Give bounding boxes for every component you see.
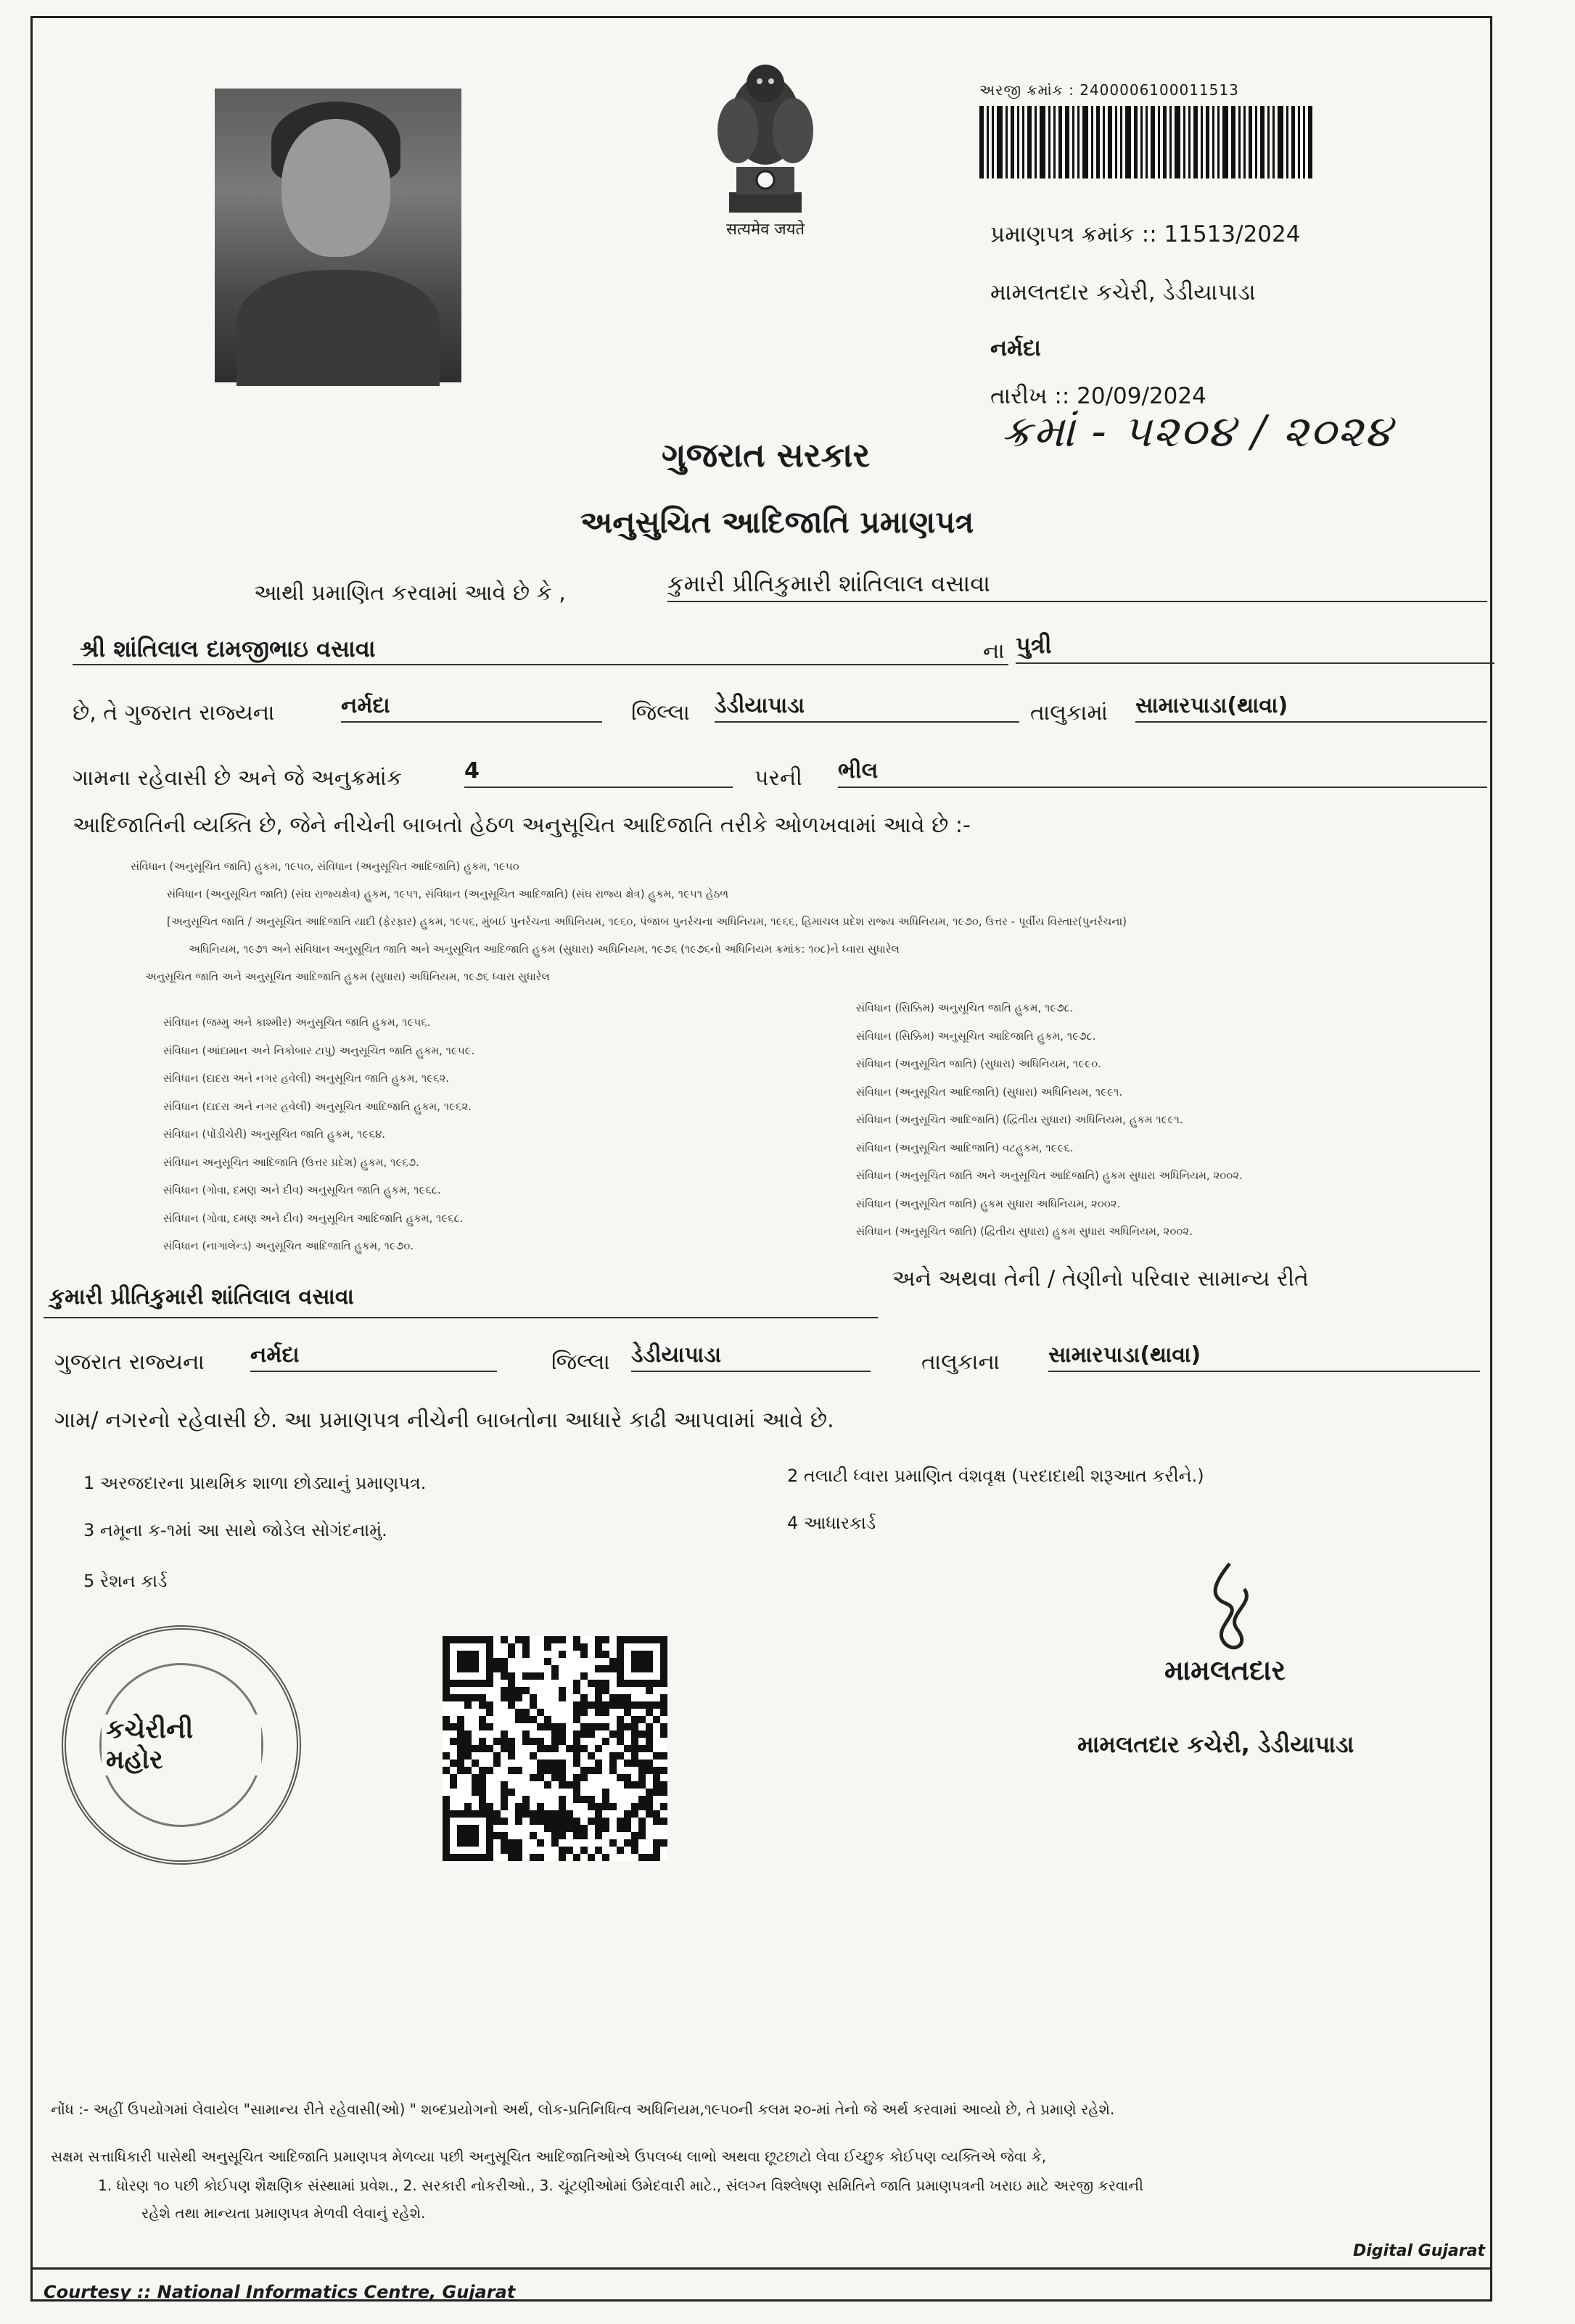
state-prefix: છે, તે ગુજરાત રાજ્યના <box>73 700 275 726</box>
order-left-item: સંવિધાન (પોંડીચેરી) અનુસૂચિત જાતિ હુકમ, ૧૯૬૪. <box>163 1128 386 1141</box>
document-item: 3 નમૂના ક-૧માં આ સાથે જોડેલ સોગંદનામું. <box>83 1520 387 1540</box>
order-right-item: સંવિધાન (સિક્કિમ) અનુસૂચિત જાતિ હુકમ, ૧૯૭૮. <box>856 1001 1074 1014</box>
application-number: અરજી ક્રમાંક : 2400006100011513 <box>979 81 1239 99</box>
order-line: અધિનિયમ, ૧૯૭૧ અને સંવિધાન અનુસૂચિત જાતિ અને અનુસૂચિત આદિજાતિ હુકમ (સુધારા) અધિનિયમ, ૧૯૭૬ (૧૯૭૬નો અધિનિયમ ક્રમાંક: ૧૦૮)ને ધ્વારા સુધારેલ <box>189 943 900 956</box>
order-line: અનુસૂચિત જાતિ અને અનુસૂચિત આદિજાતિ હુકમ (સુધારા) અધિનિયમ, ૧૯૭૬ ધ્વારા સુધારેલ <box>145 970 550 983</box>
office-seal <box>62 1625 301 1865</box>
order-left-item: સંવિધાન (નાગાલેન્ડ) અનુસૂચિત આદિજાતિ હુકમ, ૧૯૭૦. <box>163 1239 414 1252</box>
certificate-number: પ્રમાણપત્ર ક્રમાંક :: 11513/2024 <box>990 221 1301 247</box>
footer-brand: Digital Gujarat <box>1353 2242 1485 2260</box>
footer-rule <box>30 2267 1492 2270</box>
order-line: સંવિધાન (અનુસૂચિત જાતિ) હુકમ, ૧૯૫૦, સંવિધાન (અનુસૂચિત આદિજાતિ) હુકમ, ૧૯૫૦ <box>131 860 519 873</box>
par-label: પરની <box>754 765 802 791</box>
na-label: ના <box>983 639 1005 664</box>
order-left-item: સંવિધાન અનુસૂચિત આદિજાતિ (ઉત્તર પ્રદેશ) હુકમ, ૧૯૬૭. <box>163 1155 419 1169</box>
footer-courtesy: Courtesy :: National Informatics Centre, Gujarat <box>44 2282 516 2302</box>
order-right-item: સંવિધાન (સિક્કિમ) અનુસૂચિત આદિજાતિ હુકમ, ૧૯૭૮. <box>856 1029 1096 1043</box>
family-text: અને અથવા તેની / તેણીનો પરિવાર સામાન્ય રીતે <box>892 1266 1309 1292</box>
government-title: ગુજરાત સરકાર <box>662 435 871 475</box>
recognition-text: આદિજાતિની વ્યક્તિ છે, જેને નીચેની બાબતો હેઠળ અનુસૂચિત આદિજાતિ તરીકે ઓળખવામાં આવે છે :- <box>73 813 971 838</box>
header-district: નર્મદા <box>990 335 1041 361</box>
resident-district: નર્મદા <box>250 1342 497 1372</box>
note-line: રહેશે તથા માન્યતા પ્રમાણપત્ર મેળવી લેવાનું રહેશે. <box>141 2204 426 2222</box>
order-left-item: સંવિધાન (દાદરા અને નગર હવેલી) અનુસૂચિત આદિજાતિ હુકમ, ૧૯૬૨. <box>163 1099 472 1113</box>
taluka-district-value: ડેડીયાપાડા <box>715 693 1019 723</box>
resident-prefix: ગામના રહેવાસી છે અને જે અનુક્રમાંક <box>73 765 403 791</box>
document-item: 4 આધારકાર્ડ <box>787 1513 876 1533</box>
order-left-item: સંવિધાન (જમ્મુ અને કાશ્મીર) અનુસૂચિત જાતિ હુકમ, ૧૯૫૬. <box>163 1016 431 1029</box>
orders-full-list <box>131 853 1480 990</box>
father-name: શ્રી શાંતિલાલ દામજીભાઇ વસાવા <box>80 635 376 662</box>
village-value: સામારપાડા(થાવા) <box>1135 693 1487 723</box>
document-item: 2 તલાટી ધ્વારા પ્રમાણિત વંશવૃક્ષ (પરદાદાથી શરૂઆત કરીને.) <box>787 1466 1204 1486</box>
resident-state-prefix: ગુજરાત રાજ્યના <box>54 1350 205 1375</box>
orders-left-list <box>163 1009 816 1260</box>
district-label: જિલ્લા <box>631 700 690 726</box>
signatory-office: મામલતદાર કચેરી, ડેડીયાપાડા <box>1077 1730 1354 1758</box>
resident-taluka: ડેડીયાપાડા <box>631 1342 871 1372</box>
order-right-item: સંવિધાન (અનુસૂચિત આદિજાતિ) (દ્વિતીય સુધારા) અધિનિયમ, હુકમ ૧૯૯૧. <box>856 1113 1183 1126</box>
signature-icon <box>1186 1560 1273 1662</box>
note-line: 1. ધોરણ ૧૦ પછી કોઈપણ શૈક્ષણિક સંસ્થામાં પ્રવેશ., 2. સરકારી નોકરીઓ., 3. ચૂંટણીઓમાં ઉમેદવારી માટે., સંલગ્ન વિશ્લેષણ સમિતિને જાતિ પ્રમાણપત્રની ખરાઇ માટે અરજી કરવાની <box>98 2177 1143 2194</box>
resident-village: સામારપાડા(થાવા) <box>1048 1342 1480 1372</box>
order-right-item: સંવિધાન (અનુસૂચિત જાતિ) (સુધારા) અધિનિયમ, ૧૯૯૦. <box>856 1057 1101 1070</box>
applicant-photo <box>215 89 461 382</box>
resident-name: કુમારી પ્રીતિકુમારી શાંતિલાલ વસાવા <box>49 1284 354 1310</box>
district-value: નર્મદા <box>341 693 602 723</box>
order-right-item: સંવિધાન (અનુસૂચિત આદિજાતિ) વટહુકમ, ૧૯૯૬. <box>856 1141 1074 1154</box>
certify-intro: આથી પ્રમાણિત કરવામાં આવે છે કે , <box>254 580 566 606</box>
barcode-block <box>979 81 1375 178</box>
document-item: 5 રેશન કાર્ડ <box>83 1571 168 1591</box>
resident-name-line <box>44 1317 878 1318</box>
issue-date: તારીખ :: 20/09/2024 <box>990 383 1206 409</box>
certificate-title: અનુસુચિત આદિજાતિ પ્રમાણપત્ર <box>580 504 974 540</box>
order-left-item: સંવિધાન (આંદામાન અને નિકોબાર ટાપુ) અનુસૂચિત જાતિ હુકમ, ૧૯૫૯. <box>163 1043 475 1057</box>
order-left-item: સંવિધાન (દાદરા અને નગર હવેલી) અનુસૂચિત જાતિ હુકમ, ૧૯૬૨. <box>163 1072 450 1085</box>
resident-taluka-label: તાલુકાના <box>921 1350 1000 1375</box>
order-left-item: સંવિધાન (ગોવા, દમણ અને દીવ) અનુસૂચિત આદિજાતિ હુકમ, ૧૯૬૮. <box>163 1211 464 1225</box>
barcode <box>979 106 1357 178</box>
qr-code <box>443 1636 667 1861</box>
order-right-item: સંવિધાન (અનુસૂચિત જાતિ) હુકમ સુધારા અધિનિયમ, ૨૦૦૨. <box>856 1196 1121 1210</box>
signatory-designation: મામલતદાર <box>1164 1654 1286 1686</box>
order-right-item: સંવિધાન (અનુસૂચિત જાતિ) (દ્વિતીય સુધારા) હુકમ સુધારા અધિનિયમ, ૨૦૦૨. <box>856 1225 1193 1238</box>
resident-district-label: જિલ્લા <box>551 1350 610 1375</box>
basis-text: ગામ/ નગરનો રહેવાસી છે. આ પ્રમાણપત્ર નીચેની બાબતોના આધારે કાઢી આપવામાં આવે છે. <box>54 1408 834 1433</box>
order-left-item: સંવિધાન (ગોવા, દમણ અને દીવ) અનુસૂચિત જાતિ હુકમ, ૧૯૬૮. <box>163 1183 441 1196</box>
order-line: સંવિધાન (અનુસૂચિત જાતિ) (સંઘ રાજ્યક્ષેત્ર) હુકમ, ૧૯૫૧, સંવિધાન (અનુસૂચિત આદિજાતિ) (સંઘ રાજ્ય ક્ષેત્ર) હુકમ, ૧૯૫૧ હેઠળ <box>167 887 729 900</box>
seal-text: કચેરીની મહોર <box>102 1715 261 1775</box>
document-item: 1 અરજદારના પ્રાથમિક શાળા છોડ્યાનું પ્રમાણપત્ર. <box>83 1473 427 1493</box>
order-right-item: સંવિધાન (અનુસૂચિત જાતિ અને અનુસૂચિત આદિજાતિ) હુકમ સુધારા અધિનિયમ, ૨૦૦૨. <box>856 1169 1243 1182</box>
note-line: સક્ષમ સત્તાધિકારી પાસેથી અનુસૂચિત આદિજાતિ પ્રમાણપત્ર મેળવ્યા પછી અનુસૂચિત આદિજાતિઓએ ઉપલબ્ધ લાભો અથવા છૂટછાટો લેવા ઈચ્છુક કોઈપણ વ્યક્તિએ જેવા કે, <box>51 2148 1047 2165</box>
handwritten-reference: ક્રમાં - ૫૨૦૪ / ૨૦૨૪ <box>1001 406 1393 457</box>
relation: પુત્રી <box>1016 631 1494 664</box>
emblem-motto: सत्यमेव जयते <box>725 221 805 239</box>
father-name-line <box>73 664 1008 665</box>
issuing-office: મામલતદાર કચેરી, ડેડીયાપાડા <box>990 279 1256 305</box>
serial-number: 4 <box>464 758 733 788</box>
applicant-name: કુમારી પ્રીતિકુમારી શાંતિલાલ વસાવા <box>667 570 1487 602</box>
order-line: [અનુસૂચિત જાતિ / અનુસૂચિત આદિજાતિ યાદી (ફેરફાર) હુકમ, ૧૯૫૬, મુંબઈ પુનર્રચના અધિનિયમ, ૧૯૬૦, પંજાબ પુનર્રચના અધિનિયમ, ૧૯૬૬, હિમાચલ પ્રદેશ રાજ્ય અધિનિયમ, ૧૯૭૦, ઉત્તર - પૂર્વીય વિસ્તાર(પુનર્રચના) <box>167 915 1127 928</box>
orders-right-list <box>856 994 1480 1246</box>
taluka-label: તાલુકામાં <box>1030 700 1108 726</box>
tribe-value: ભીલ <box>838 758 1487 788</box>
order-right-item: સંવિધાન (અનુસૂચિત આદિજાતિ) (સુધારા) અધિનિયમ, ૧૯૯૧. <box>856 1085 1123 1099</box>
note-line: નોંધ :- અહીં ઉપયોગમાં લેવાયેલ "સામાન્ય રીતે રહેવાસી(ઓ) " શબ્દપ્રયોગનો અર્થ, લોક-પ્રતિનિધિત્વ અધિનિયમ,૧૯૫૦ની કલમ ૨૦-માં તેનો જે અર્થ કરવામાં આવ્યો છે, તે પ્રમાણે રહેશે. <box>51 2101 1115 2118</box>
